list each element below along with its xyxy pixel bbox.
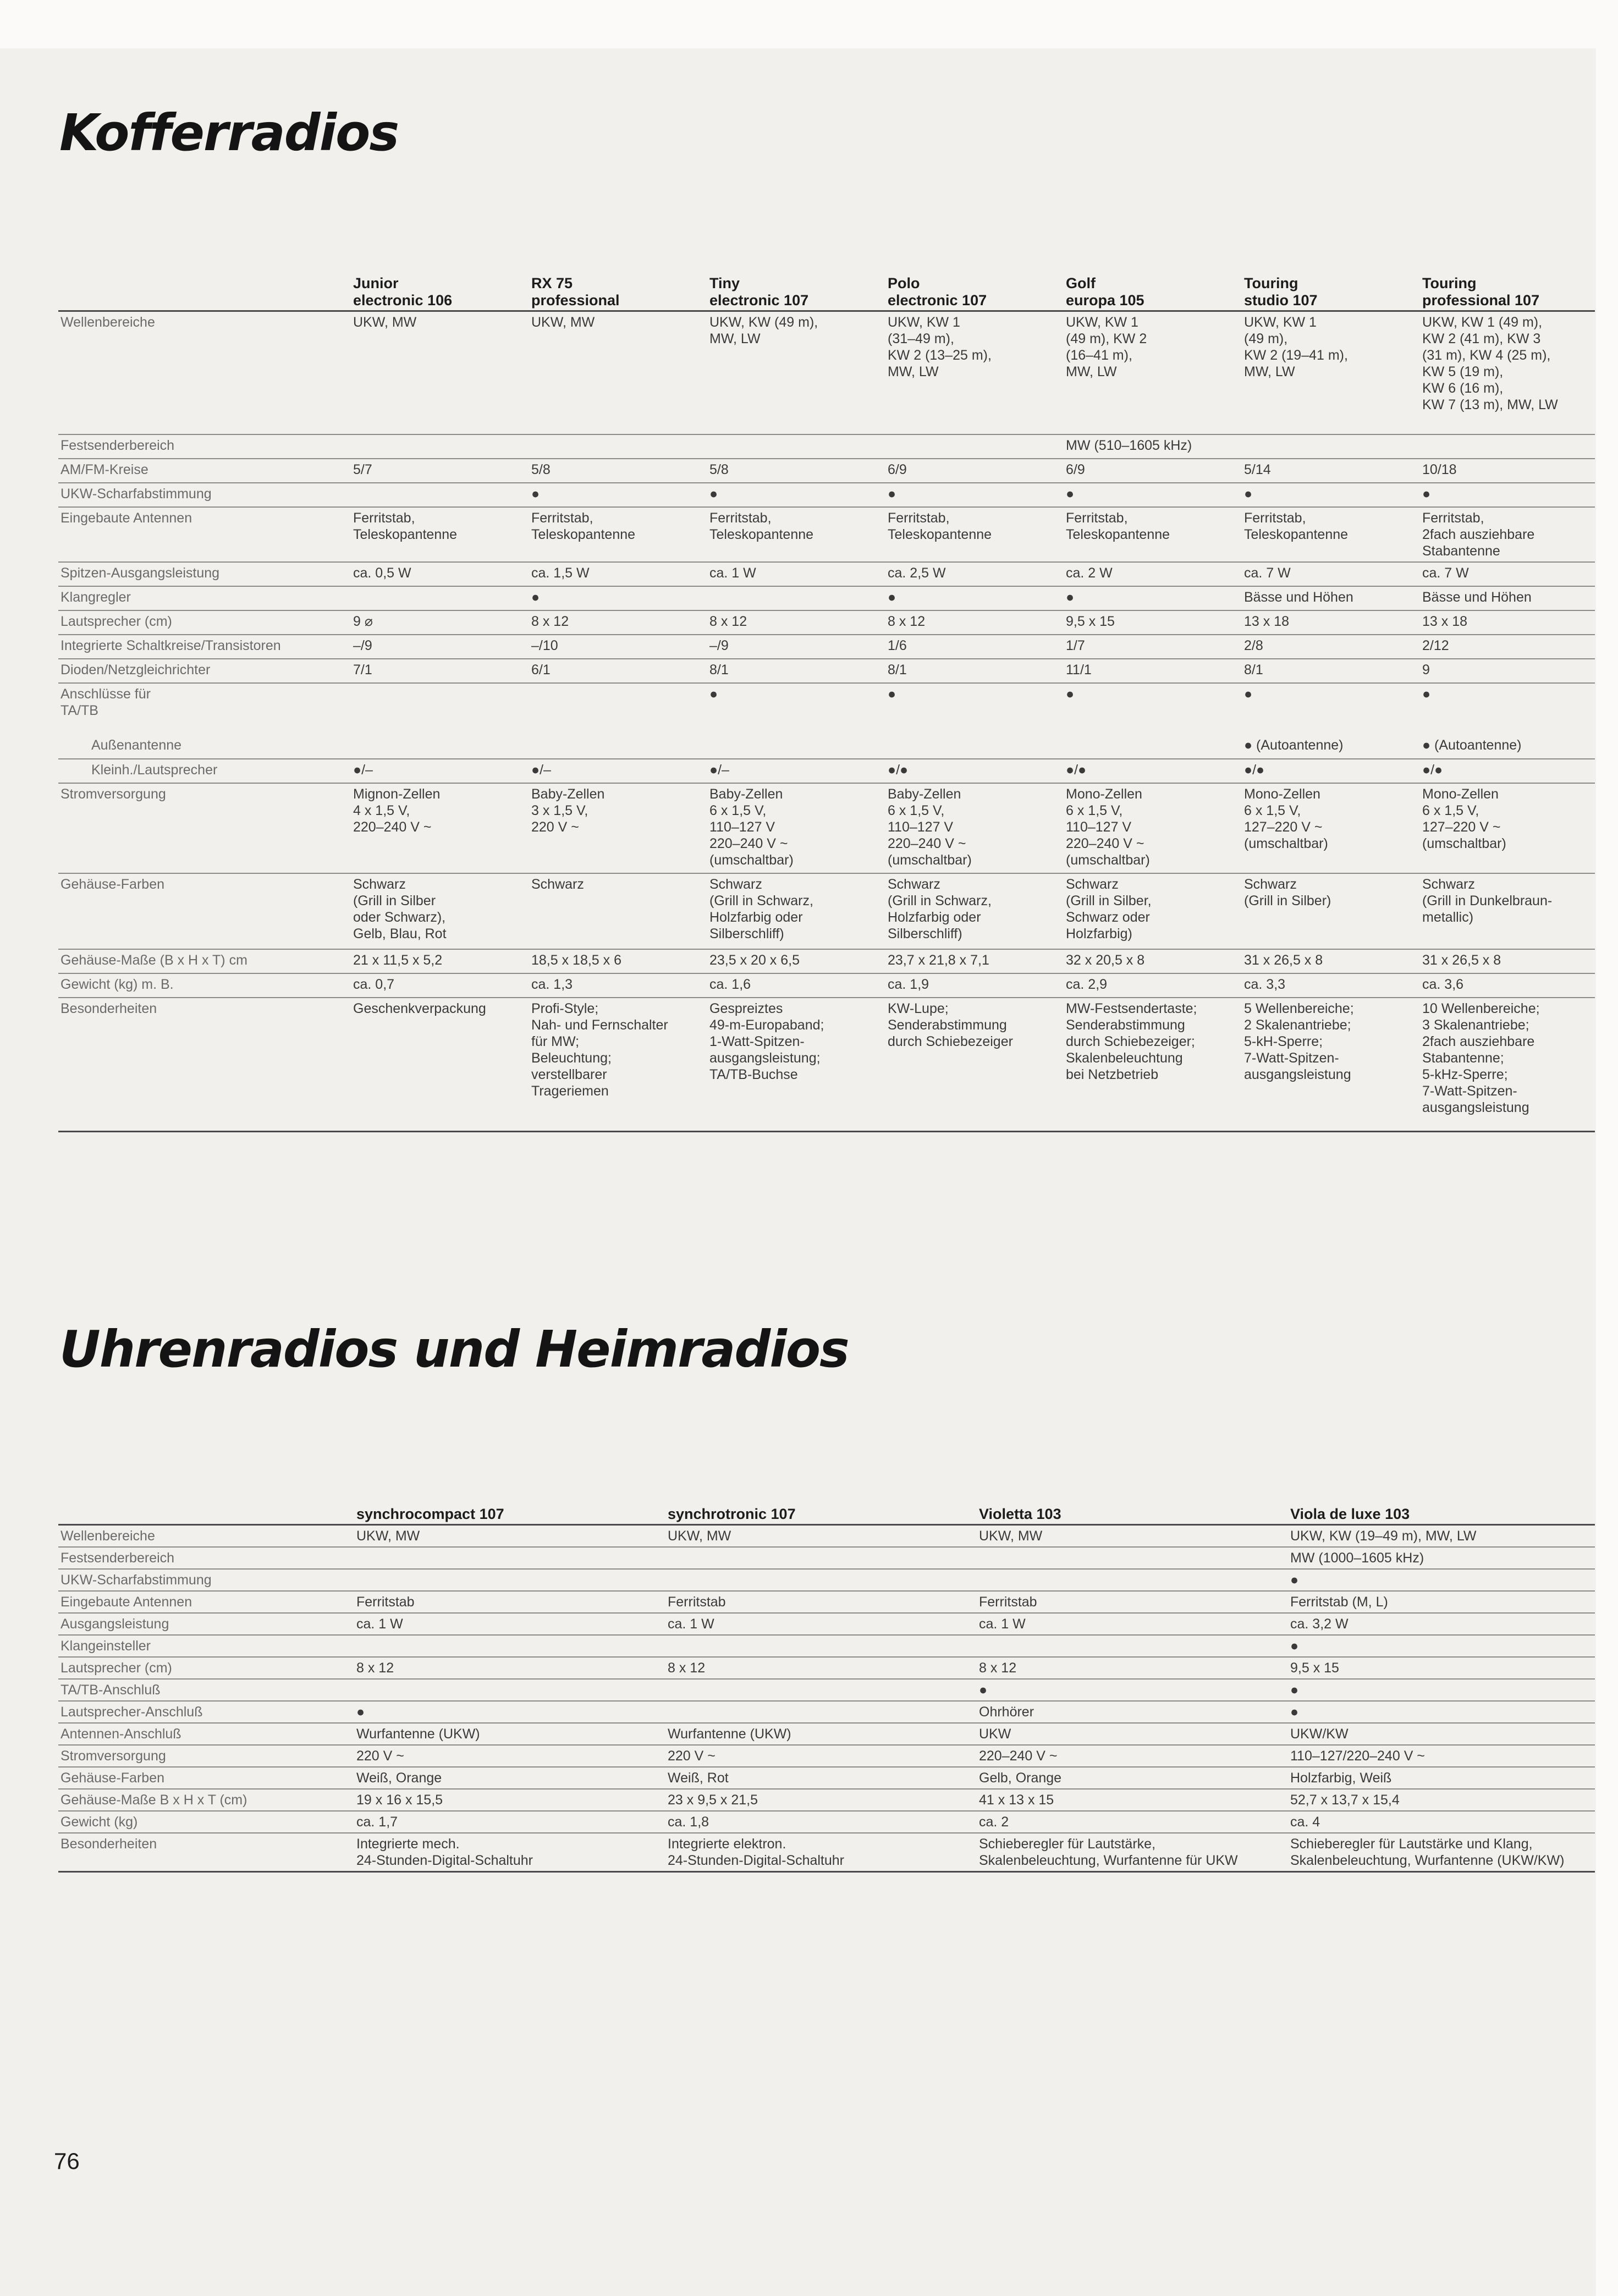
spec-value: Ferritstab: [356, 1594, 415, 1610]
spec-value: [528, 735, 706, 759]
spec-value: 10/18: [1422, 461, 1457, 477]
spec-row-stromversorgung: [58, 783, 1595, 873]
spec-value: Ferritstab, Teleskopantenne: [1244, 510, 1349, 542]
spec-value: ca. 1,3: [531, 976, 573, 992]
spec-label: Wellenbereiche: [60, 1528, 155, 1544]
spec-value: Baby-Zellen 6 x 1,5 V, 110–127 V 220–240 V ~ (umschaltbar): [888, 786, 972, 868]
spec-value: Ferritstab, Teleskopantenne: [353, 510, 458, 542]
spec-value: [1063, 735, 1241, 759]
spec-value: ●/–: [353, 762, 373, 778]
spec-value: ●/●: [1422, 762, 1443, 778]
spec-value: 1/6: [888, 637, 907, 653]
spec-label: Lautsprecher-Anschluß: [60, 1704, 203, 1720]
spec-value: ●: [1290, 1572, 1299, 1588]
spec-value: UKW, KW 1 (49 m), KW 2 (19–41 m), MW, LW: [1244, 315, 1348, 379]
spec-value: ca. 2 W: [1066, 565, 1113, 581]
spec-value: Gespreiztes 49-m-Europaband; 1-Watt-Spitzen- ausgangsleistung; TA/TB-Buchse: [709, 1000, 824, 1082]
spec-value: [353, 1635, 664, 1657]
spec-value: Ferritstab, Teleskopantenne: [709, 510, 814, 542]
spec-value: ●: [1290, 1682, 1299, 1698]
spec-value: –/9: [353, 637, 372, 653]
spec-value: Ferritstab (M, L): [1290, 1594, 1388, 1610]
spec-label: Antennen-Anschluß: [60, 1726, 181, 1742]
spec-value: ca. 1 W: [356, 1616, 403, 1632]
model-column-header: RX 75 professional: [531, 275, 620, 309]
spec-value: ca. 1,7: [356, 1814, 398, 1830]
spec-value: Ferritstab, 2fach ausziehbare Stabantenne: [1422, 510, 1535, 559]
spec-value: [1419, 434, 1595, 459]
spec-label: Gehäuse-Maße (B x H x T) cm: [60, 952, 247, 968]
spec-value: 220 V ~: [668, 1748, 716, 1764]
spec-value: ●: [709, 686, 718, 702]
spec-label: Wellenbereiche: [60, 315, 155, 330]
spec-value: Ferritstab: [979, 1594, 1037, 1610]
model-column-header: Touring studio 107: [1244, 275, 1318, 309]
spec-value: ca. 0,7: [353, 976, 395, 992]
spec-value: 9 ⌀: [353, 613, 373, 629]
spec-value: 21 x 11,5 x 5,2: [353, 952, 443, 968]
spec-value: UKW, KW 1 (49 m), KW 2 (41 m), KW 3 (31 m), KW 4 (25 m), KW 5 (19 m), KW 6 (16 m), KW 7 (13 m), MW, LW: [1422, 315, 1558, 412]
model-column-header: synchrocompact 107: [356, 1506, 504, 1522]
spec-value: ca. 3,2 W: [1290, 1616, 1349, 1632]
spec-row-eingebaute-antennen: [58, 507, 1595, 562]
spec-value: Mono-Zellen 6 x 1,5 V, 110–127 V 220–240 V ~ (umschaltbar): [1066, 786, 1150, 868]
spec-value: ca. 3,3: [1244, 976, 1286, 992]
spec-value: Mignon-Zellen 4 x 1,5 V, 220–240 V ~: [353, 786, 441, 835]
page-top-margin: [0, 0, 1618, 48]
spec-value: Ferritstab, Teleskopantenne: [888, 510, 992, 542]
spec-value: ca. 3,6: [1422, 976, 1464, 992]
spec-value: ●/–: [531, 762, 551, 778]
spec-label: Eingebaute Antennen: [60, 1594, 192, 1610]
spec-value: ●: [1290, 1638, 1299, 1654]
spec-label: Gewicht (kg) m. B.: [60, 976, 174, 992]
model-column-header: Violetta 103: [979, 1506, 1061, 1522]
spec-label: AM/FM-Kreise: [60, 461, 148, 477]
spec-value: ca. 2,5 W: [888, 565, 946, 581]
spec-value: Ferritstab, Teleskopantenne: [1066, 510, 1170, 542]
spec-label: Lautsprecher (cm): [60, 1660, 172, 1676]
spec-value: Bässe und Höhen: [1422, 589, 1532, 605]
spec-value: 2/12: [1422, 637, 1449, 653]
spec-value: Mono-Zellen 6 x 1,5 V, 127–220 V ~ (umschaltbar): [1244, 786, 1328, 851]
spec-value: [528, 434, 706, 459]
spec-row-lautsprecher-cm: [58, 1657, 1595, 1679]
spec-value: Profi-Style; Nah- und Fernschalter für MW; Beleuchtung; verstellbarer Trageriemen: [531, 1000, 668, 1099]
spec-row-wellenbereiche: [58, 311, 1595, 434]
spec-value: ●: [979, 1682, 988, 1698]
spec-label: Eingebaute Antennen: [60, 510, 192, 526]
spec-value: ca. 7 W: [1422, 565, 1469, 581]
spec-value: ●: [888, 686, 896, 702]
spec-value: 11/1: [1066, 662, 1092, 678]
spec-value: [976, 1547, 1287, 1569]
spec-value: Weiß, Rot: [668, 1770, 729, 1786]
spec-value: ●: [1244, 686, 1253, 702]
spec-row-gehaeuse-farben: [58, 1767, 1595, 1789]
spec-value: ca. 0,5 W: [353, 565, 411, 581]
spec-value: 5/14: [1244, 461, 1271, 477]
spec-value: ●/●: [888, 762, 909, 778]
spec-value: ● (Autoantenne): [1422, 737, 1522, 753]
spec-value: UKW/KW: [1290, 1726, 1349, 1742]
spec-value: [353, 1679, 664, 1701]
spec-value: 5/7: [353, 461, 372, 477]
spec-label: Spitzen-Ausgangsleistung: [60, 565, 220, 581]
spec-label: Integrierte Schaltkreise/Transistoren: [60, 637, 281, 653]
spec-value: [350, 683, 528, 735]
spec-row-gewicht-kg: [58, 1811, 1595, 1833]
spec-value: Schwarz (Grill in Silber, Schwarz oder Holzfarbig): [1066, 876, 1152, 941]
spec-value: 10 Wellenbereiche; 3 Skalenantriebe; 2fach ausziehbare Stabantenne; 5-kHz-Sperre; 7-Watt-Spitzen- ausgangsleistung: [1422, 1000, 1540, 1115]
spec-value: Schwarz (Grill in Schwarz, Holzfarbig oder Silberschliff): [888, 876, 992, 941]
spec-value: [350, 586, 528, 610]
spec-value: [353, 1569, 664, 1591]
spec-value: 1/7: [1066, 637, 1085, 653]
spec-row-klangregler: [58, 586, 1595, 610]
spec-value: Holzfarbig, Weiß: [1290, 1770, 1392, 1786]
model-column-header: Tiny electronic 107: [709, 275, 809, 309]
spec-label: Lautsprecher (cm): [60, 613, 172, 629]
spec-row-ausgangsleistung: [58, 1613, 1595, 1635]
spec-value: ●: [1066, 686, 1075, 702]
spec-value: ca. 1,8: [668, 1814, 709, 1830]
spec-value: UKW, MW: [979, 1528, 1043, 1544]
spec-label: Besonderheiten: [60, 1836, 157, 1852]
spec-value: ca. 1,6: [709, 976, 751, 992]
model-column-header: Golf europa 105: [1066, 275, 1144, 309]
spec-value: [350, 483, 528, 507]
spec-value: 23,5 x 20 x 6,5: [709, 952, 800, 968]
spec-value: 9,5 x 15: [1290, 1660, 1339, 1676]
spec-value: 31 x 26,5 x 8: [1422, 952, 1501, 968]
spec-value: 23 x 9,5 x 21,5: [668, 1792, 758, 1808]
spec-value: 8 x 12: [888, 613, 926, 629]
spec-value: ●: [709, 486, 718, 502]
spec-value: [664, 1701, 976, 1723]
spec-value: Bässe und Höhen: [1244, 589, 1353, 605]
spec-value: Gelb, Orange: [979, 1770, 1062, 1786]
spec-label: Festsenderbereich: [60, 437, 175, 453]
model-column-header: Polo electronic 107: [888, 275, 987, 309]
spec-value: ●: [888, 486, 896, 502]
spec-value: MW-Festsendertaste; Senderabstimmung durch Schiebezeiger; Skalenbeleuchtung bei Netzbetrieb: [1066, 1000, 1197, 1082]
spec-value: [706, 434, 884, 459]
spec-row-anschluesse-fuer-ta-tb: [58, 683, 1595, 735]
page-number: 76: [54, 2148, 80, 2174]
spec-value: Schieberegler für Lautstärke und Klang, Skalenbeleuchtung, Wurfantenne (UKW/KW): [1290, 1836, 1565, 1868]
spec-row-ukw-scharfabstimmung: [58, 483, 1595, 507]
spec-value: ca. 1 W: [709, 565, 756, 581]
spec-value: ● (Autoantenne): [1244, 737, 1344, 753]
spec-value: 9,5 x 15: [1066, 613, 1115, 629]
spec-value: 8/1: [1244, 662, 1263, 678]
spec-value: Geschenkverpackung: [353, 1000, 486, 1016]
spec-value: UKW, MW: [353, 315, 417, 330]
spec-value: MW (1000–1605 kHz): [1290, 1550, 1424, 1566]
spec-value: [976, 1635, 1287, 1657]
spec-label: Dioden/Netzgleichrichter: [60, 662, 211, 678]
spec-value: ca. 1 W: [668, 1616, 714, 1632]
spec-value: UKW, MW: [356, 1528, 420, 1544]
spec-value: 13 x 18: [1244, 613, 1290, 629]
spec-value: MW (510–1605 kHz): [1066, 437, 1192, 453]
spec-value: Mono-Zellen 6 x 1,5 V, 127–220 V ~ (umschaltbar): [1422, 786, 1506, 851]
spec-value: UKW, KW (49 m), MW, LW: [709, 315, 818, 346]
spec-value: Ohrhörer: [979, 1704, 1034, 1720]
spec-value: 52,7 x 13,7 x 15,4: [1290, 1792, 1400, 1808]
spec-value: ●: [356, 1704, 365, 1720]
spec-value: 6/1: [531, 662, 551, 678]
spec-value: 8 x 12: [668, 1660, 706, 1676]
spec-value: Ferritstab, Teleskopantenne: [531, 510, 636, 542]
spec-value: 110–127/220–240 V ~: [1290, 1748, 1425, 1764]
spec-row-gehaeuse-masse-b-x-h-x-t-cm: [58, 1789, 1595, 1811]
spec-value: Wurfantenne (UKW): [356, 1726, 480, 1742]
spec-value: ca. 4: [1290, 1814, 1320, 1830]
spec-value: 19 x 16 x 15,5: [356, 1792, 443, 1808]
spec-label: Stromversorgung: [60, 786, 166, 802]
spec-value: ●: [888, 589, 896, 605]
spec-value: [884, 735, 1063, 759]
spec-value: [353, 1547, 664, 1569]
spec-label: TA/TB-Anschluß: [60, 1682, 161, 1698]
spec-label: Gehäuse-Maße B x H x T (cm): [60, 1792, 247, 1808]
table-header-row: [58, 1506, 1595, 1525]
spec-value: [664, 1679, 976, 1701]
model-column-header: synchrotronic 107: [668, 1506, 796, 1522]
spec-value: ●: [1422, 486, 1431, 502]
spec-row-spitzen-ausgangsleistung: [58, 562, 1595, 586]
spec-row-ta-tb-anschluss: [58, 1679, 1595, 1701]
spec-value: ca. 7 W: [1244, 565, 1291, 581]
spec-value: UKW: [979, 1726, 1011, 1742]
spec-value: 41 x 13 x 15: [979, 1792, 1054, 1808]
spec-value: 2/8: [1244, 637, 1263, 653]
spec-value: [350, 434, 528, 459]
spec-value: 5/8: [531, 461, 551, 477]
spec-value: ca. 1,9: [888, 976, 929, 992]
spec-row-aussenantenne: [58, 735, 1595, 759]
spec-value: ca. 2: [979, 1814, 1009, 1830]
spec-row-klangeinsteller: [58, 1635, 1595, 1657]
spec-label: Außenantenne: [91, 737, 182, 753]
spec-value: 8/1: [709, 662, 729, 678]
spec-label: Ausgangsleistung: [60, 1616, 169, 1632]
spec-value: ●/–: [709, 762, 729, 778]
spec-row-festsenderbereich: [58, 1547, 1595, 1569]
spec-row-dioden-netzgleichrichter: [58, 659, 1595, 683]
spec-row-besonderheiten: [58, 998, 1595, 1132]
spec-label: Besonderheiten: [60, 1000, 157, 1016]
spec-label: Gehäuse-Farben: [60, 1770, 165, 1786]
spec-value: UKW, KW 1 (49 m), KW 2 (16–41 m), MW, LW: [1066, 315, 1147, 379]
spec-value: 6/9: [888, 461, 907, 477]
uhrenradios-spec-table: [58, 1506, 1595, 1873]
spec-row-kleinh-lautsprecher: [58, 759, 1595, 783]
spec-value: Weiß, Orange: [356, 1770, 442, 1786]
spec-value: 5 Wellenbereiche; 2 Skalenantriebe; 5-kH-Sperre; 7-Watt-Spitzen- ausgangsleistung: [1244, 1000, 1354, 1082]
spec-value: –/10: [531, 637, 558, 653]
spec-value: ●: [531, 486, 540, 502]
table-header-row: [58, 275, 1595, 311]
spec-value: 5/8: [709, 461, 729, 477]
spec-value: [1241, 434, 1419, 459]
spec-value: 6/9: [1066, 461, 1085, 477]
spec-value: Ferritstab: [668, 1594, 726, 1610]
spec-row-ukw-scharfabstimmung: [58, 1569, 1595, 1591]
spec-value: ●: [531, 589, 540, 605]
spec-value: 8 x 12: [709, 613, 747, 629]
spec-row-lautsprecher-anschluss: [58, 1701, 1595, 1723]
spec-label: Klangeinsteller: [60, 1638, 151, 1654]
spec-value: [664, 1635, 976, 1657]
spec-value: Schieberegler für Lautstärke, Skalenbeleuchtung, Wurfantenne für UKW: [979, 1836, 1238, 1868]
spec-value: [706, 735, 884, 759]
spec-row-festsenderbereich: [58, 434, 1595, 459]
spec-value: ca. 2,9: [1066, 976, 1108, 992]
spec-row-integrierte-schaltkreise-transistoren: [58, 635, 1595, 659]
spec-label: Stromversorgung: [60, 1748, 166, 1764]
spec-value: [976, 1569, 1287, 1591]
spec-value: [706, 586, 884, 610]
model-column-header: Touring professional 107: [1422, 275, 1540, 309]
spec-value: 8 x 12: [531, 613, 569, 629]
spec-value: UKW, MW: [668, 1528, 731, 1544]
spec-value: ●: [1066, 486, 1075, 502]
header-corner: [58, 1506, 353, 1525]
spec-value: [528, 683, 706, 735]
spec-value: ca. 1,5 W: [531, 565, 590, 581]
spec-row-antennen-anschluss: [58, 1723, 1595, 1745]
spec-value: ●/●: [1066, 762, 1087, 778]
spec-value: Baby-Zellen 3 x 1,5 V, 220 V ~: [531, 786, 605, 835]
spec-value: 8 x 12: [979, 1660, 1017, 1676]
spec-label: Klangregler: [60, 589, 131, 605]
spec-value: Integrierte elektron. 24-Stunden-Digital-Schaltuhr: [668, 1836, 845, 1868]
header-corner: [58, 275, 350, 311]
spec-value: ●: [1422, 686, 1431, 702]
spec-row-gehaeuse-masse-b-x-h-x-t-cm: [58, 949, 1595, 973]
spec-value: 32 x 20,5 x 8: [1066, 952, 1145, 968]
spec-value: 220–240 V ~: [979, 1748, 1058, 1764]
spec-value: [884, 434, 1063, 459]
spec-value: [664, 1547, 976, 1569]
spec-row-gewicht-kg-m-b: [58, 973, 1595, 998]
spec-row-wellenbereiche: [58, 1525, 1595, 1548]
spec-value: 31 x 26,5 x 8: [1244, 952, 1323, 968]
spec-value: Baby-Zellen 6 x 1,5 V, 110–127 V 220–240 V ~ (umschaltbar): [709, 786, 794, 868]
spec-label: UKW-Scharfabstimmung: [60, 486, 212, 502]
spec-value: Integrierte mech. 24-Stunden-Digital-Schaltuhr: [356, 1836, 533, 1868]
spec-label: Gewicht (kg): [60, 1814, 138, 1830]
spec-value: 13 x 18: [1422, 613, 1468, 629]
spec-row-am-fm-kreise: [58, 459, 1595, 483]
spec-value: [664, 1569, 976, 1591]
spec-label: Gehäuse-Farben: [60, 876, 165, 892]
spec-row-besonderheiten: [58, 1833, 1595, 1872]
spec-row-eingebaute-antennen: [58, 1591, 1595, 1613]
spec-value: Schwarz (Grill in Silber): [1244, 876, 1331, 909]
spec-value: ●: [1244, 486, 1253, 502]
spec-value: –/9: [709, 637, 729, 653]
spec-value: 18,5 x 18,5 x 6: [531, 952, 622, 968]
spec-label: UKW-Scharfabstimmung: [60, 1572, 212, 1588]
spec-value: Wurfantenne (UKW): [668, 1726, 791, 1742]
spec-value: UKW, KW 1 (31–49 m), KW 2 (13–25 m), MW, LW: [888, 315, 992, 379]
spec-value: 23,7 x 21,8 x 7,1: [888, 952, 989, 968]
model-column-header: Junior electronic 106: [353, 275, 453, 309]
spec-value: KW-Lupe; Senderabstimmung durch Schiebezeiger: [888, 1000, 1013, 1049]
spec-value: UKW, MW: [531, 315, 595, 330]
page-right-margin: [1596, 0, 1618, 2296]
spec-value: ●: [1066, 589, 1075, 605]
spec-value: ●/●: [1244, 762, 1265, 778]
spec-row-lautsprecher-cm: [58, 610, 1595, 635]
model-column-header: Viola de luxe 103: [1290, 1506, 1410, 1522]
spec-value: 220 V ~: [356, 1748, 404, 1764]
spec-label: Festsenderbereich: [60, 1550, 175, 1566]
spec-value: 8 x 12: [356, 1660, 394, 1676]
spec-value: UKW, KW (19–49 m), MW, LW: [1290, 1528, 1477, 1544]
uhrenradios-title: Uhrenradios und Heimradios: [59, 1320, 849, 1379]
spec-value: Schwarz: [531, 876, 584, 892]
spec-value: Schwarz (Grill in Silber oder Schwarz), Gelb, Blau, Rot: [353, 876, 447, 941]
spec-value: ca. 1 W: [979, 1616, 1026, 1632]
spec-value: 9: [1422, 662, 1430, 678]
spec-value: [350, 735, 528, 759]
spec-value: 7/1: [353, 662, 372, 678]
spec-value: Schwarz (Grill in Dunkelbraun- metallic): [1422, 876, 1553, 925]
kofferradios-spec-table: [58, 275, 1595, 1132]
spec-row-stromversorgung: [58, 1745, 1595, 1767]
kofferradios-title: Kofferradios: [59, 103, 399, 162]
spec-value: 8/1: [888, 662, 907, 678]
spec-value: Schwarz (Grill in Schwarz, Holzfarbig oder Silberschliff): [709, 876, 813, 941]
spec-row-gehaeuse-farben: [58, 873, 1595, 949]
spec-label: Kleinh./Lautsprecher: [91, 762, 218, 778]
spec-value: ●: [1290, 1704, 1299, 1720]
spec-label: Anschlüsse für TA/TB: [60, 686, 151, 718]
